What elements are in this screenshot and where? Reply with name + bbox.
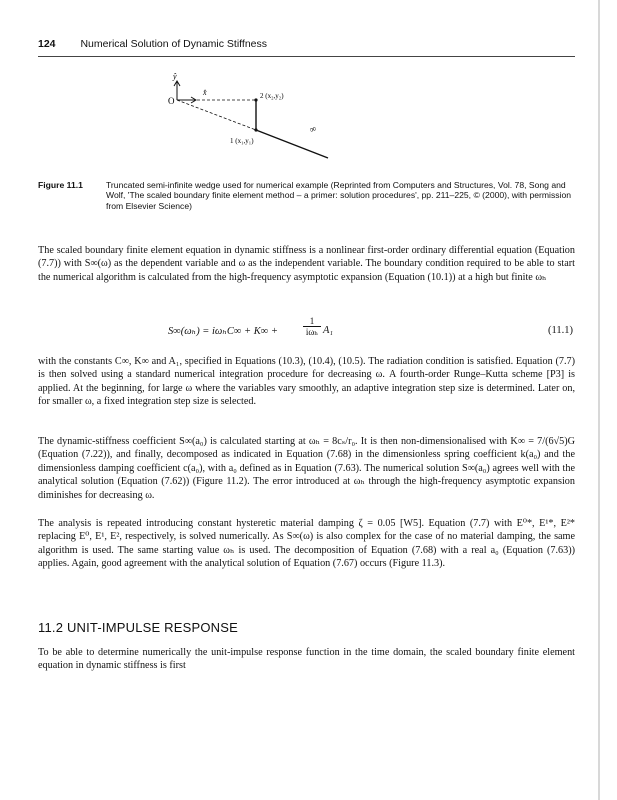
- y-axis-label: ŷ: [173, 72, 177, 81]
- paragraph-5: To be able to determine numerically the unit-impulse response function in the time domain, the scaled boundary finite element equation in dynamic stiffness is first: [38, 647, 575, 672]
- equation-lhs: S∞(ωₕ) = iωₕC∞ + K∞ +: [168, 326, 278, 337]
- paragraph-4: The analysis is repeated introducing constant hysteretic material damping ζ = 0.05 [W5]. Equation (7.7) with E⁰*, E¹*, E²* replacing E⁰, E¹, E², respectively, is solved numerically. As S∞(ω) is also complex for the case of no material damping, the same algorithm is used. The same starting value ωₕ is used. The decomposition of Equation (7.68) with a real a₀ (Equation (7.63)) applies. Again, good agreement with the analytical solution of Equation (7.67) occurs (Figure 11.3).: [38, 518, 575, 570]
- fraction-numerator: 1: [303, 316, 321, 327]
- unbounded-edge: [256, 130, 328, 158]
- header-rule: [38, 56, 575, 57]
- equation-number: (11.1): [548, 325, 573, 336]
- node-2-label: 2 (x₂,y₂): [260, 92, 284, 100]
- figure-caption-label: Figure 11.1: [38, 180, 83, 190]
- figure-caption: [38, 180, 572, 211]
- body-paragraph-4: [38, 517, 575, 571]
- wedge-figure: [160, 72, 340, 172]
- node-1-label: 1 (x₁,y₁): [230, 137, 254, 145]
- equation-11-1: [38, 316, 575, 346]
- running-title: Numerical Solution of Dynamic Stiffness: [80, 38, 268, 50]
- body-paragraph-2: [38, 355, 575, 409]
- equation-tail: A₁: [323, 325, 334, 336]
- y-axis-arrow: [174, 81, 180, 100]
- body-paragraph-5: [38, 646, 575, 673]
- paragraph-1: The scaled boundary finite element equation in dynamic stiffness is a nonlinear first-order ordinary differential equation (Equation (7.7)) with S∞(ω) as the dependent variable and ω as the independent variable. The boundary condition required to be able to start the numerical algorithm is calculated from the high-frequency asymptotic expansion (Equation (10.1)) at a high but finite ωₕ: [38, 245, 575, 283]
- bottom-boundary-dashed: [177, 100, 256, 130]
- node-1: [254, 128, 257, 131]
- fraction-denominator: iωₕ: [305, 327, 319, 337]
- section-heading: 11.2 UNIT-IMPULSE RESPONSE: [38, 620, 239, 635]
- equation-fraction: [303, 316, 321, 338]
- x-axis-label: x̂: [203, 88, 207, 97]
- origin-label: O: [168, 96, 175, 106]
- body-paragraph-3: [38, 435, 575, 502]
- infinity-symbol: ∞: [308, 123, 318, 135]
- body-paragraph-1: [38, 244, 575, 284]
- paragraph-2: with the constants C∞, K∞ and A₁, specified in Equations (10.3), (10.4), (10.5). The radiation condition is satisfied. Equation (7.7) is then solved using a standard numerical integration procedure for decreasing ω. A fourth-order Runge–Kutta scheme [P3] is applied. At the beginning, for large ω where the variables vary smoothly, an adaptive integration step size is determined. Later on, for smaller ω, a fixed integration step size is selected.: [38, 356, 575, 408]
- node-2: [254, 98, 257, 101]
- running-header: [38, 38, 267, 50]
- page-edge: [598, 0, 600, 800]
- paragraph-3: The dynamic-stiffness coefficient S∞(a₀) is calculated starting at ωₕ = 8cₛ/r₀. It is then non-dimensionalised with K∞ = 7/(6√5)G (Equation (7.22)), and finally, decomposed as indicated in Equation (7.68) in the dimensionless spring coefficient k(a₀) and the dimensionless damping coefficient c(a₀), with a₀ defined as in Equation (7.63). The numerical solution S∞(a₀) agrees well with the analytical solution (Equation (7.62)) (Figure 11.2). The error introduced at ωₕ through the high-frequency asymptotic expansion diminishes for decreasing ω.: [38, 436, 575, 501]
- figure-caption-text: Truncated semi-infinite wedge used for numerical example (Reprinted from Computers and Structures, Vol. 78, Song and Wolf, 'The scaled boundary finite element method – a primer: solution procedures', pp. 211–225, © (2000), with permission from Elsevier Science): [106, 180, 572, 211]
- page-number: 124: [38, 38, 56, 50]
